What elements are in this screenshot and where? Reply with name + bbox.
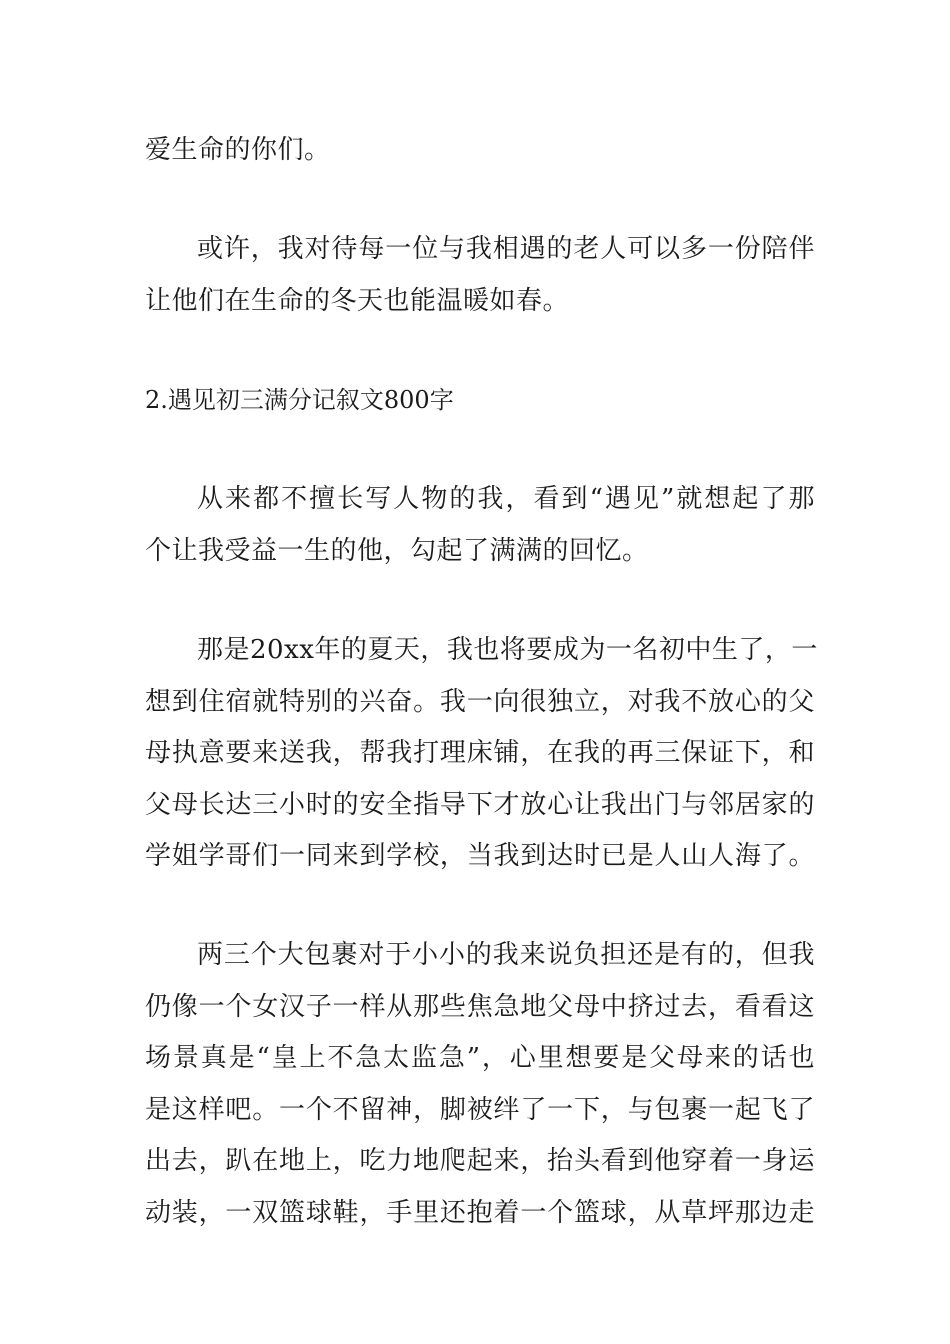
paragraph-line: 个让我受益一生的他，勾起了满满的回忆。 bbox=[145, 536, 649, 566]
paragraph-line: 出去，趴在地上，吃力地爬起来，抬头看到他穿着一身运 bbox=[145, 1146, 815, 1176]
paragraph-line: 父母长达三小时的安全指导下才放心让我出门与邻居家的 bbox=[145, 790, 815, 820]
paragraph-line: 动装，一双篮球鞋，手里还抱着一个篮球，从草坪那边走 bbox=[145, 1198, 815, 1228]
paragraph-line: 让他们在生命的冬天也能温暖如春。 bbox=[145, 286, 570, 316]
paragraph-line: 母执意要来送我，帮我打理床铺，在我的再三保证下，和 bbox=[145, 738, 815, 768]
paragraph-line: 从来都不擅长写人物的我，看到“遇见”就想起了那 bbox=[197, 484, 815, 514]
paragraph-line: 或许，我对待每一位与我相遇的老人可以多一份陪伴 bbox=[197, 234, 815, 264]
paragraph-line: 两三个大包裹对于小小的我来说负担还是有的，但我 bbox=[197, 940, 815, 970]
paragraph-line: 想到住宿就特别的兴奋。我一向很独立，对我不放心的父 bbox=[145, 687, 815, 717]
paragraph-line: 爱生命的你们。 bbox=[145, 135, 331, 165]
paragraph-line: 场景真是“皇上不急太监急”，心里想要是父母来的话也 bbox=[145, 1043, 815, 1073]
paragraph-line: 学姐学哥们一同来到学校，当我到达时已是人山人海了。 bbox=[145, 841, 815, 871]
paragraph-line: 那是20xx年的夏天，我也将要成为一名初中生了，一 bbox=[197, 635, 818, 665]
section-heading: 2.遇见初三满分记叙文800字 bbox=[145, 386, 454, 414]
paragraph-line: 是这样吧。一个不留神，脚被绊了一下，与包裹一起飞了 bbox=[145, 1095, 815, 1125]
paragraph-line: 仍像一个女汉子一样从那些焦急地父母中挤过去，看看这 bbox=[145, 992, 815, 1022]
